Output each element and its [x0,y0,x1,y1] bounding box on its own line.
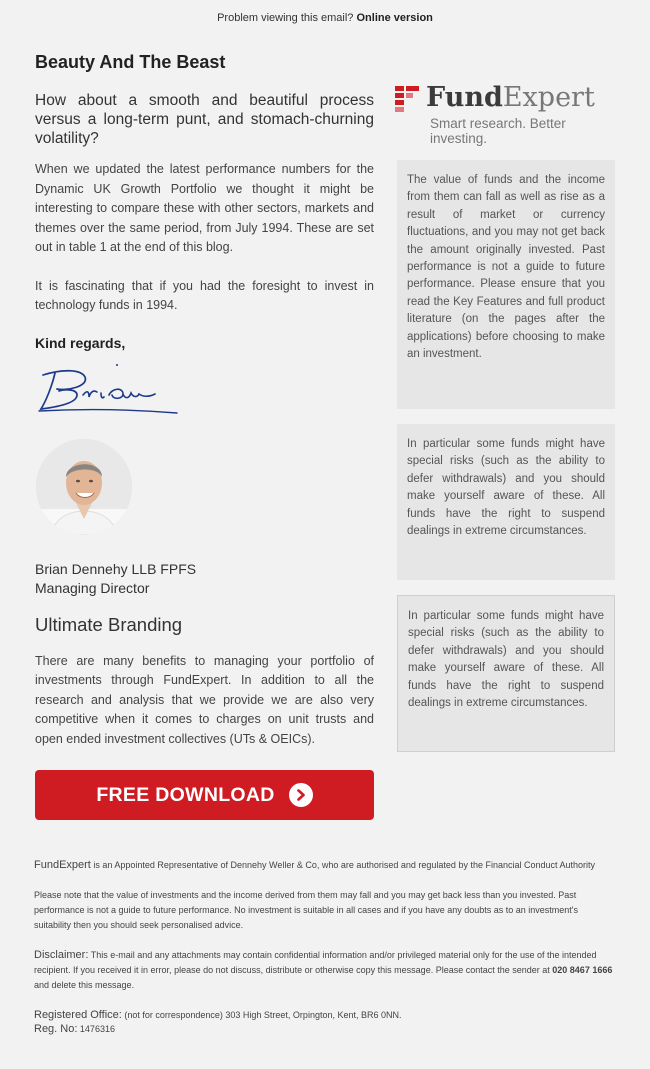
arrow-right-circle-icon [289,783,313,807]
free-download-label: FREE DOWNLOAD [96,783,275,806]
regulatory-text: is an Appointed Representative of Dennehy Weller & Co, who are authorised and regulated by the Financial Conduct Authority [90,860,596,870]
special-risks-box-2: In particular some funds might have special risks (such as the ability to defer withdrawals) and you should make yourself aware of these. All funds have the right to suspend dealings in extreme circumstances. [397,595,615,752]
logo-text-light: Expert [502,82,595,113]
sidebar [397,44,615,752]
disclaimer [34,948,616,993]
article-paragraph-1: When we updated the latest performance numbers for the Dynamic UK Growth Portfolio we thought it might be interesting to compare these with other sectors, markets and themes over the same period, from July 1994. These are set out in table 1 at the end of this blog. [35,162,374,254]
free-download-button[interactable] [35,770,374,820]
author-role: Managing Director [35,579,150,596]
reg-label: Reg. No: [34,1023,78,1035]
special-risks-box: In particular some funds might have special risks (such as the ability to defer withdrawals) and you should make yourself aware of these. All funds have the right to suspend dealings in extreme circumstances. [397,424,615,580]
office-address: (not for correspondence) 303 High Street, Orpington, Kent, BR6 0NN. [121,1010,402,1020]
footer [34,858,616,1036]
topbar-text: Problem viewing this email? [217,12,354,24]
topbar [0,0,650,34]
office-label: Registered Office: [34,1009,122,1021]
logo-text-bold: Fund [426,82,503,113]
author-photo [36,439,132,535]
contact-phone[interactable]: 020 8467 1666 [552,965,613,975]
online-version-link[interactable]: Online version [356,12,433,24]
email-body [0,34,650,874]
disclaimer-label: Disclaimer: [34,949,89,961]
brand-tagline: Smart research. Better investing. [430,116,566,146]
author-name: Brian Dennehy LLB FPFS [35,560,197,577]
article-paragraph-2: It is fascinating that if you had the foresight to invest in technology funds in 1994. [35,278,374,312]
handwritten-signature [37,361,187,426]
fundexpert-logo[interactable] [395,80,615,130]
footer-brand: FundExpert [34,859,91,871]
regulatory-statement [34,858,616,873]
branding-paragraph: There are many benefits to managing your portfolio of investments through FundExpert. In addition to all the research and analysis that we provide we are also very competitive when it comes to charges on unit trusts and open ended investment collectives (UTs & OEICs). [35,653,374,746]
article-title: Beauty And The Beast [35,52,226,72]
sign-off: Kind regards, [35,334,126,351]
investment-warning: Please note that the value of investments and the income derived from them may fall and you may get back less than you invested. Past performance is not a guide to future performance. No investment is suitable in all cases and if you have any doubts as to an investment's suitability then you should seek personalised advice. [34,890,579,930]
author-name-block [35,560,374,598]
disclaimer-end: and delete this message. [34,980,135,990]
disclaimer-text: This e-mail and any attachments may contain confidential information and/or privileged material only for the use of the intended recipient. If you received it in error, please do not discuss, distribute or otherwise copy this message. Please contact the sender at [34,950,597,975]
article-subtitle: How about a smooth and beautiful process versus a long-term punt, and stomach-churning volatility? [35,92,374,147]
registered-office [34,1008,616,1036]
reg-number: 1476316 [77,1024,115,1034]
risk-warning-box: The value of funds and the income from them can fall as well as rise as a result of market or currency fluctuations, and you may not get back the amount originally invested. Past performance is not a guide to future performance. Please ensure that you read the Key Features and full product literature (on the pages after the applications) before choosing to make an investment. [397,160,615,409]
section-title: Ultimate Branding [35,613,183,635]
main-column [35,52,374,820]
